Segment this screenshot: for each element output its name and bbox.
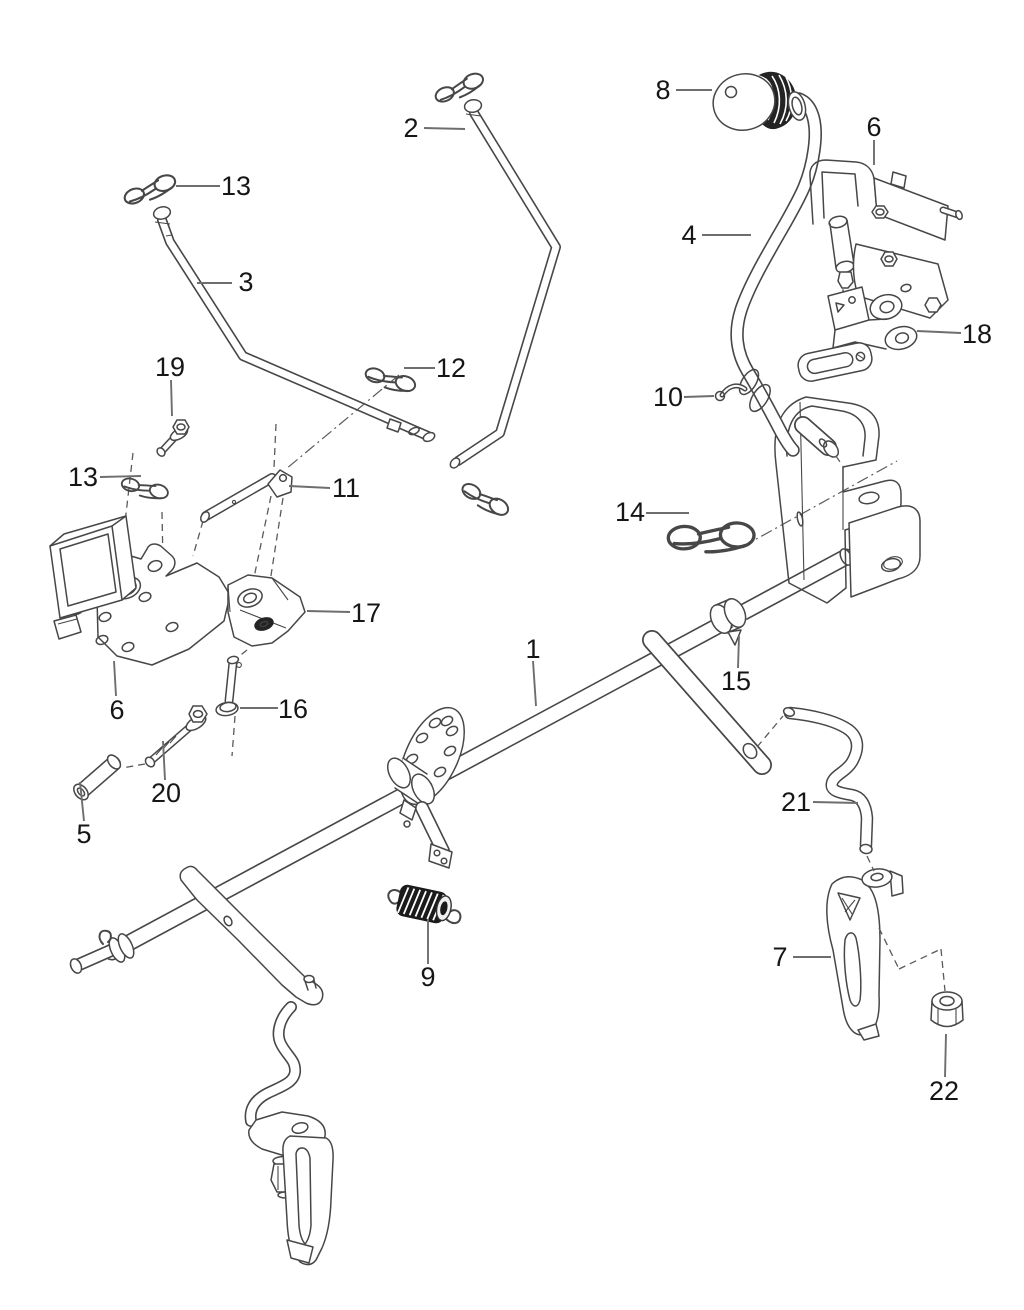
leader-line bbox=[684, 396, 714, 397]
part-number-label: 4 bbox=[681, 220, 697, 250]
part-number-label: 1 bbox=[525, 634, 541, 664]
part-number-label: 18 bbox=[961, 319, 993, 349]
leader-line bbox=[945, 1034, 946, 1077]
leader-line bbox=[100, 476, 141, 477]
part-number-label: 12 bbox=[435, 353, 467, 383]
part-number-label: 13 bbox=[67, 462, 99, 492]
leader-line bbox=[307, 611, 350, 612]
part-number-label: 16 bbox=[277, 694, 309, 724]
leader-line bbox=[738, 636, 739, 668]
part-number-label: 6 bbox=[109, 695, 125, 725]
part-number-label: 17 bbox=[350, 598, 382, 628]
part-number-label: 5 bbox=[76, 819, 92, 849]
part-number-label: 22 bbox=[928, 1076, 960, 1106]
part-number-label: 9 bbox=[420, 962, 436, 992]
leader-line bbox=[813, 802, 858, 803]
part-number-label: 13 bbox=[220, 171, 252, 201]
part-number-label: 14 bbox=[614, 497, 646, 527]
part-number-label: 2 bbox=[403, 113, 419, 143]
part-22-nut bbox=[931, 992, 963, 1027]
part-number-label: 6 bbox=[866, 112, 882, 142]
part-number-label: 8 bbox=[655, 75, 671, 105]
part-number-label: 7 bbox=[772, 942, 788, 972]
part-number-label: 21 bbox=[780, 787, 812, 817]
leader-line bbox=[171, 380, 172, 416]
part-number-label: 3 bbox=[238, 267, 254, 297]
part-number-label: 10 bbox=[652, 382, 684, 412]
part-number-label: 15 bbox=[720, 666, 752, 696]
part-number-label: 19 bbox=[154, 352, 186, 382]
part-number-label: 11 bbox=[331, 473, 361, 503]
leader-line bbox=[424, 128, 465, 129]
part-number-label: 20 bbox=[150, 778, 182, 808]
